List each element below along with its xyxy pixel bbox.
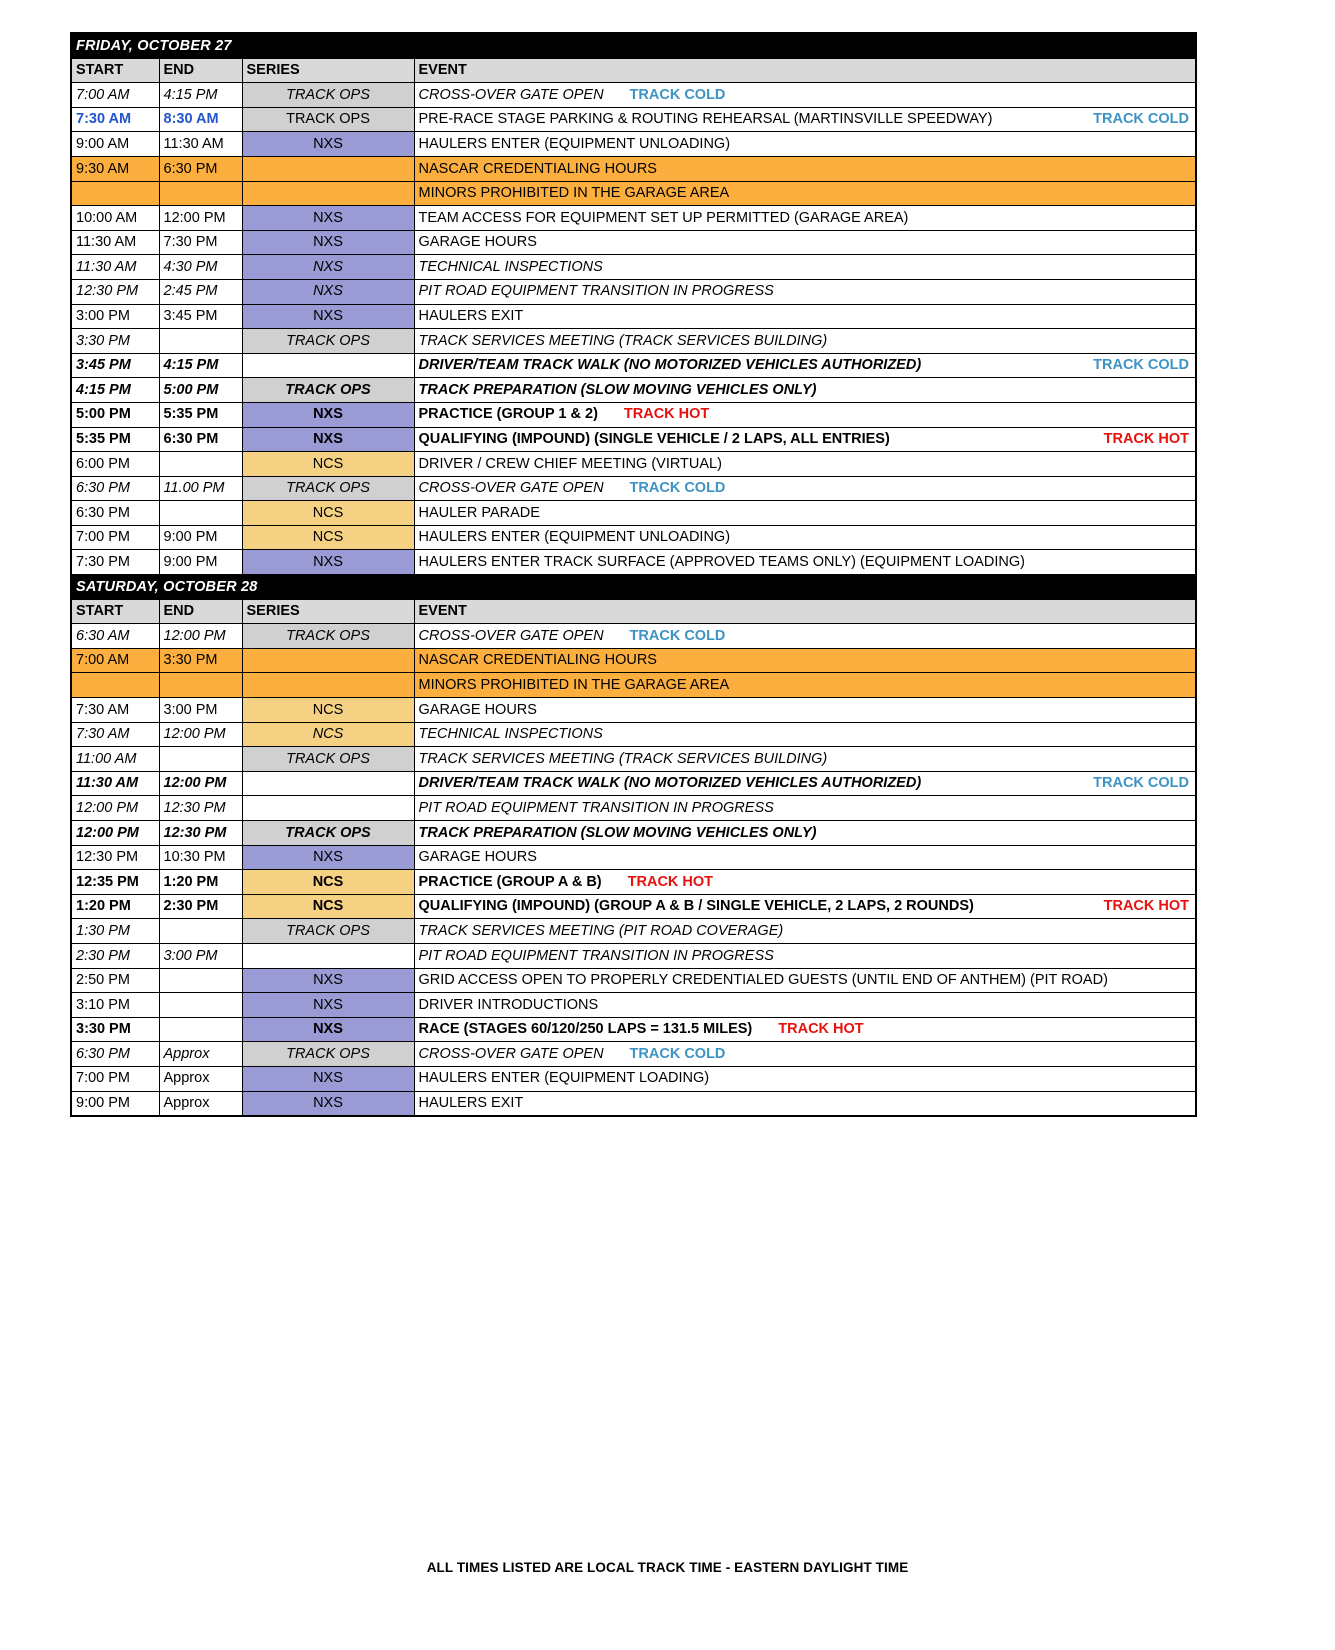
schedule-row [71,796,1196,821]
series-cell: TRACK OPS [242,83,414,108]
event-description: PIT ROAD EQUIPMENT TRANSITION IN PROGRESS [418,799,774,816]
event-description: GARAGE HOURS [418,701,537,718]
series-cell: NXS [242,1091,414,1116]
end-time-cell [159,993,242,1018]
end-time-cell: Approx [159,1091,242,1116]
column-header-series: SERIES [242,599,414,624]
day-header-row [71,575,1196,600]
event-description: MINORS PROHIBITED IN THE GARAGE AREA [418,185,730,202]
end-time-cell: 12:00 PM [159,722,242,747]
event-cell [414,107,1196,132]
track-status-badge: TRACK COLD [629,1045,726,1062]
end-time-cell: 3:45 PM [159,304,242,329]
event-description: HAULERS ENTER TRACK SURFACE (APPROVED TEAMS ONLY) (EQUIPMENT LOADING) [418,554,1025,571]
event-cell [414,378,1196,403]
event-cell [414,255,1196,280]
track-status-badge: TRACK COLD [629,627,726,644]
event-cell [414,452,1196,477]
track-status-badge: TRACK COLD [1093,111,1189,128]
start-time-cell: 12:00 PM [71,796,159,821]
start-time-cell: 7:00 PM [71,525,159,550]
schedule-row [71,698,1196,723]
schedule-row [71,427,1196,452]
column-header-row [71,599,1196,624]
schedule-row [71,83,1196,108]
schedule-row [71,206,1196,231]
start-time-cell: 11:00 AM [71,747,159,772]
track-status-badge: TRACK HOT [1103,431,1189,448]
schedule-row [71,402,1196,427]
event-description: TECHNICAL INSPECTIONS [418,726,603,743]
end-time-cell: Approx [159,1066,242,1091]
event-cell [414,476,1196,501]
schedule-row [71,845,1196,870]
event-cell [414,304,1196,329]
start-time-cell: 9:30 AM [71,156,159,181]
schedule-row [71,1066,1196,1091]
event-description: CROSS-OVER GATE OPEN [418,1045,604,1062]
schedule-row [71,993,1196,1018]
end-time-cell: 5:35 PM [159,402,242,427]
start-time-cell: 7:00 AM [71,83,159,108]
start-time-cell: 6:30 PM [71,476,159,501]
series-cell: NXS [242,845,414,870]
end-time-cell: 2:45 PM [159,279,242,304]
event-schedule-table [70,32,1197,1117]
start-time-cell: 6:00 PM [71,452,159,477]
event-description: TEAM ACCESS FOR EQUIPMENT SET UP PERMITTED (GARAGE AREA) [418,209,909,226]
event-description: NASCAR CREDENTIALING HOURS [418,160,657,177]
column-header-start: START [71,58,159,83]
event-description: TECHNICAL INSPECTIONS [418,258,603,275]
schedule-row [71,1042,1196,1067]
start-time-cell: 4:15 PM [71,378,159,403]
end-time-cell [159,452,242,477]
start-time-cell: 1:20 PM [71,894,159,919]
event-cell [414,919,1196,944]
start-time-cell: 6:30 AM [71,624,159,649]
start-time-cell: 5:35 PM [71,427,159,452]
series-cell: NXS [242,1066,414,1091]
start-time-cell [71,673,159,698]
series-cell [242,771,414,796]
series-cell: NXS [242,550,414,575]
event-cell [414,870,1196,895]
event-cell [414,894,1196,919]
series-cell: NXS [242,993,414,1018]
event-description: PIT ROAD EQUIPMENT TRANSITION IN PROGRESS [418,947,774,964]
schedule-row [71,329,1196,354]
track-status-badge: TRACK HOT [627,873,714,890]
event-cell [414,624,1196,649]
start-time-cell: 7:30 AM [71,698,159,723]
series-cell: NXS [242,255,414,280]
event-cell [414,1066,1196,1091]
end-time-cell: Approx [159,1042,242,1067]
start-time-cell: 6:30 PM [71,501,159,526]
end-time-cell: 9:00 PM [159,550,242,575]
series-cell: TRACK OPS [242,919,414,944]
event-description: PRACTICE (GROUP A & B) [418,873,602,890]
end-time-cell: 3:30 PM [159,648,242,673]
schedule-row [71,648,1196,673]
schedule-row [71,894,1196,919]
event-cell [414,83,1196,108]
start-time-cell: 11:30 AM [71,771,159,796]
end-time-cell: 3:00 PM [159,943,242,968]
end-time-cell: 9:00 PM [159,525,242,550]
start-time-cell: 11:30 AM [71,230,159,255]
track-status-badge: TRACK COLD [1093,357,1189,374]
series-cell: NXS [242,279,414,304]
series-cell: TRACK OPS [242,107,414,132]
event-cell [414,156,1196,181]
start-time-cell: 7:30 AM [71,722,159,747]
series-cell: TRACK OPS [242,821,414,846]
end-time-cell: 11.00 PM [159,476,242,501]
end-time-cell: 2:30 PM [159,894,242,919]
event-cell [414,353,1196,378]
event-cell [414,501,1196,526]
schedule-row [71,771,1196,796]
end-time-cell [159,919,242,944]
event-description: TRACK PREPARATION (SLOW MOVING VEHICLES ONLY) [418,824,817,841]
start-time-cell: 7:30 AM [71,107,159,132]
start-time-cell: 1:30 PM [71,919,159,944]
end-time-cell [159,1017,242,1042]
event-description: DRIVER / CREW CHIEF MEETING (VIRTUAL) [418,455,722,472]
series-cell: NXS [242,402,414,427]
event-description: GRID ACCESS OPEN TO PROPERLY CREDENTIALED GUESTS (UNTIL END OF ANTHEM) (PIT ROAD) [418,972,1108,989]
schedule-row [71,624,1196,649]
series-cell: NCS [242,722,414,747]
series-cell: TRACK OPS [242,624,414,649]
track-status-badge: TRACK COLD [629,480,726,497]
event-cell [414,968,1196,993]
end-time-cell [159,673,242,698]
series-cell [242,943,414,968]
event-description: GARAGE HOURS [418,849,537,866]
schedule-row [71,156,1196,181]
event-cell [414,402,1196,427]
event-description: PIT ROAD EQUIPMENT TRANSITION IN PROGRESS [418,283,774,300]
start-time-cell: 12:35 PM [71,870,159,895]
track-status-badge: TRACK HOT [1103,898,1189,915]
start-time-cell: 2:30 PM [71,943,159,968]
event-cell [414,427,1196,452]
day-title: FRIDAY, OCTOBER 27 [71,33,1196,58]
end-time-cell: 10:30 PM [159,845,242,870]
schedule-row [71,304,1196,329]
track-status-badge: TRACK HOT [778,1021,864,1038]
event-cell [414,698,1196,723]
column-header-event: EVENT [414,58,1196,83]
series-cell: NCS [242,525,414,550]
end-time-cell [159,501,242,526]
event-description: PRE-RACE STAGE PARKING & ROUTING REHEARSAL (MARTINSVILLE SPEEDWAY) [418,111,993,128]
event-cell [414,673,1196,698]
event-description: QUALIFYING (IMPOUND) (SINGLE VEHICLE / 2 LAPS, ALL ENTRIES) [418,431,890,448]
end-time-cell: 1:20 PM [159,870,242,895]
end-time-cell: 6:30 PM [159,427,242,452]
series-cell [242,648,414,673]
event-cell [414,943,1196,968]
event-cell [414,796,1196,821]
event-description: HAULERS EXIT [418,308,524,325]
end-time-cell [159,329,242,354]
schedule-row [71,378,1196,403]
series-cell: TRACK OPS [242,476,414,501]
end-time-cell: 6:30 PM [159,156,242,181]
event-description: PRACTICE (GROUP 1 & 2) [418,406,598,423]
event-cell [414,771,1196,796]
schedule-row [71,279,1196,304]
schedule-row [71,525,1196,550]
day-header-row [71,33,1196,58]
column-header-start: START [71,599,159,624]
start-time-cell: 7:30 PM [71,550,159,575]
start-time-cell: 12:30 PM [71,279,159,304]
schedule-row [71,476,1196,501]
end-time-cell: 12:00 PM [159,624,242,649]
start-time-cell [71,181,159,206]
event-cell [414,181,1196,206]
event-description: DRIVER/TEAM TRACK WALK (NO MOTORIZED VEHICLES AUTHORIZED) [418,775,922,792]
track-status-badge: TRACK COLD [629,86,726,103]
series-cell [242,353,414,378]
event-cell [414,722,1196,747]
end-time-cell: 12:00 PM [159,206,242,231]
end-time-cell [159,968,242,993]
day-title: SATURDAY, OCTOBER 28 [71,575,1196,600]
event-description: TRACK PREPARATION (SLOW MOVING VEHICLES ONLY) [418,381,817,398]
event-cell [414,206,1196,231]
series-cell: TRACK OPS [242,378,414,403]
series-cell: TRACK OPS [242,329,414,354]
schedule-row [71,230,1196,255]
event-cell [414,550,1196,575]
series-cell: NCS [242,870,414,895]
event-cell [414,1042,1196,1067]
schedule-row [71,107,1196,132]
start-time-cell: 3:30 PM [71,1017,159,1042]
series-cell: NXS [242,968,414,993]
start-time-cell: 11:30 AM [71,255,159,280]
event-cell [414,1017,1196,1042]
event-cell [414,525,1196,550]
series-cell: TRACK OPS [242,747,414,772]
event-description: TRACK SERVICES MEETING (PIT ROAD COVERAGE) [418,922,784,939]
column-header-event: EVENT [414,599,1196,624]
schedule-row [71,255,1196,280]
start-time-cell: 10:00 AM [71,206,159,231]
footer-note: ALL TIMES LISTED ARE LOCAL TRACK TIME - EASTERN DAYLIGHT TIME [426,1560,909,1575]
start-time-cell: 7:00 AM [71,648,159,673]
series-cell: NCS [242,452,414,477]
start-time-cell: 5:00 PM [71,402,159,427]
schedule-row [71,943,1196,968]
start-time-cell: 2:50 PM [71,968,159,993]
schedule-row [71,132,1196,157]
end-time-cell: 7:30 PM [159,230,242,255]
start-time-cell: 3:00 PM [71,304,159,329]
event-cell [414,993,1196,1018]
schedule-row [71,821,1196,846]
series-cell: NXS [242,132,414,157]
event-description: HAULERS ENTER (EQUIPMENT LOADING) [418,1070,710,1087]
end-time-cell: 12:30 PM [159,821,242,846]
end-time-cell: 11:30 AM [159,132,242,157]
series-cell: NCS [242,501,414,526]
schedule-row [71,870,1196,895]
event-description: HAULER PARADE [418,504,540,521]
column-header-series: SERIES [242,58,414,83]
schedule-row [71,550,1196,575]
event-cell [414,747,1196,772]
event-description: DRIVER/TEAM TRACK WALK (NO MOTORIZED VEHICLES AUTHORIZED) [418,357,922,374]
event-description: CROSS-OVER GATE OPEN [418,480,604,497]
start-time-cell: 3:45 PM [71,353,159,378]
event-description: CROSS-OVER GATE OPEN [418,86,604,103]
event-description: DRIVER INTRODUCTIONS [418,996,599,1013]
series-cell [242,156,414,181]
series-cell: NXS [242,230,414,255]
event-cell [414,845,1196,870]
event-cell [414,329,1196,354]
event-cell [414,648,1196,673]
event-description: HAULERS ENTER (EQUIPMENT UNLOADING) [418,135,731,152]
start-time-cell: 3:10 PM [71,993,159,1018]
start-time-cell: 9:00 PM [71,1091,159,1116]
end-time-cell: 12:00 PM [159,771,242,796]
event-cell [414,279,1196,304]
series-cell: NXS [242,1017,414,1042]
end-time-cell: 8:30 AM [159,107,242,132]
end-time-cell: 5:00 PM [159,378,242,403]
event-cell [414,132,1196,157]
end-time-cell [159,181,242,206]
column-header-end: END [159,58,242,83]
event-description: TRACK SERVICES MEETING (TRACK SERVICES BUILDING) [418,332,828,349]
schedule-row [71,353,1196,378]
start-time-cell: 7:00 PM [71,1066,159,1091]
series-cell: NXS [242,304,414,329]
series-cell [242,673,414,698]
series-cell: NCS [242,698,414,723]
event-cell [414,821,1196,846]
event-description: MINORS PROHIBITED IN THE GARAGE AREA [418,676,730,693]
column-header-end: END [159,599,242,624]
schedule-row [71,673,1196,698]
schedule-row [71,722,1196,747]
track-status-badge: TRACK COLD [1093,775,1189,792]
schedule-row [71,181,1196,206]
start-time-cell: 3:30 PM [71,329,159,354]
event-description: TRACK SERVICES MEETING (TRACK SERVICES BUILDING) [418,750,828,767]
schedule-row [71,968,1196,993]
column-header-row [71,58,1196,83]
series-cell: NXS [242,206,414,231]
event-description: RACE (STAGES 60/120/250 LAPS = 131.5 MILES) [418,1021,753,1038]
start-time-cell: 6:30 PM [71,1042,159,1067]
end-time-cell: 4:15 PM [159,83,242,108]
schedule-page [70,32,1195,1117]
schedule-row [71,1091,1196,1116]
event-description: NASCAR CREDENTIALING HOURS [418,652,657,669]
event-description: QUALIFYING (IMPOUND) (GROUP A & B / SINGLE VEHICLE, 2 LAPS, 2 ROUNDS) [418,898,974,915]
end-time-cell: 12:30 PM [159,796,242,821]
start-time-cell: 12:00 PM [71,821,159,846]
series-cell [242,796,414,821]
start-time-cell: 12:30 PM [71,845,159,870]
event-description: HAULERS ENTER (EQUIPMENT UNLOADING) [418,529,731,546]
series-cell: TRACK OPS [242,1042,414,1067]
event-description: CROSS-OVER GATE OPEN [418,627,604,644]
end-time-cell: 4:30 PM [159,255,242,280]
event-cell [414,1091,1196,1116]
series-cell [242,181,414,206]
start-time-cell: 9:00 AM [71,132,159,157]
event-description: HAULERS EXIT [418,1095,524,1112]
track-status-badge: TRACK HOT [623,406,710,423]
event-cell [414,230,1196,255]
schedule-row [71,1017,1196,1042]
schedule-row [71,501,1196,526]
series-cell: NXS [242,427,414,452]
end-time-cell: 3:00 PM [159,698,242,723]
schedule-row [71,919,1196,944]
event-description: GARAGE HOURS [418,234,537,251]
schedule-row [71,747,1196,772]
end-time-cell: 4:15 PM [159,353,242,378]
end-time-cell [159,747,242,772]
schedule-row [71,452,1196,477]
series-cell: NCS [242,894,414,919]
